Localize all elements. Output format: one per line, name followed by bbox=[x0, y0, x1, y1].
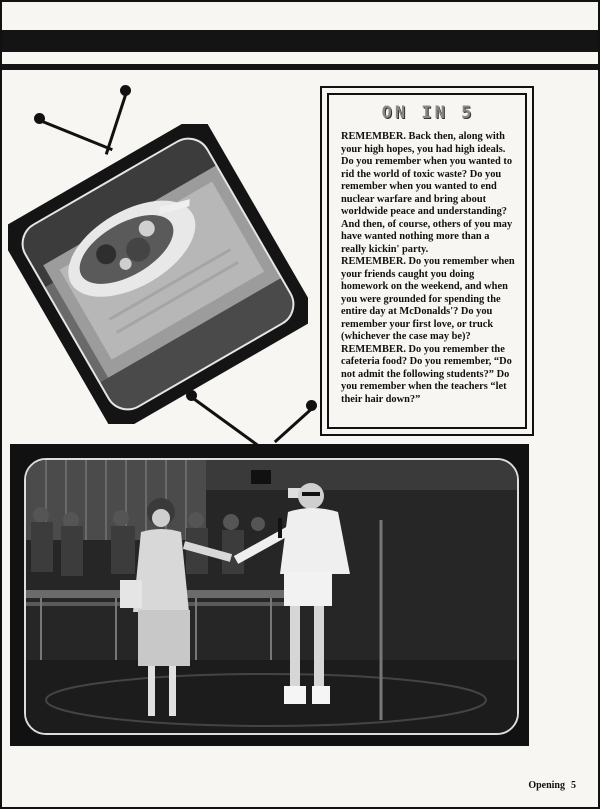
decor-dot bbox=[120, 85, 131, 96]
section-name: Opening bbox=[528, 780, 565, 791]
page-footer bbox=[528, 780, 576, 791]
dance-photo-band bbox=[10, 444, 529, 746]
dance-photo bbox=[24, 458, 519, 735]
cafeteria-food-photo bbox=[8, 124, 308, 424]
paragraph: REMEMBER. Do you remember the cafeteria food? Do you remember, “Do not admit the following students?” Do you remember when the teachers “let their hair down?” bbox=[341, 343, 512, 405]
text-box-inner-frame bbox=[327, 93, 527, 429]
page-number: 5 bbox=[571, 780, 576, 791]
top-black-band bbox=[2, 30, 598, 52]
dance-scene-illustration bbox=[26, 460, 517, 733]
top-rule bbox=[2, 64, 598, 70]
decor-dot bbox=[34, 113, 45, 124]
paragraph: REMEMBER. Do you remember when your friends caught you doing homework on the weekend, and when you were grounded for spending the entire day at McDonalds'? Do you remember your first love, or truck (whichever the case may be)? bbox=[341, 256, 515, 342]
paragraph: REMEMBER. Back then, along with your high hopes, you had high ideals. Do you remember when you wanted to rid the world of toxic waste? Do you remember when you wanted to end nuclear warfare and bring about worldwide peace and understanding? And then, of course, others of you may have wanted nothing more than a really kickin' party. bbox=[341, 131, 513, 255]
remember-text-box bbox=[320, 86, 534, 436]
headline: ON IN 5 bbox=[381, 103, 475, 123]
